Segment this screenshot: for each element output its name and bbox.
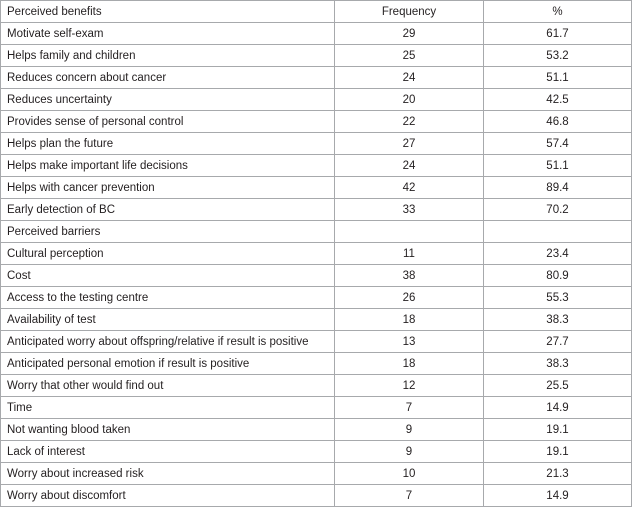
row-percent: 27.7 — [484, 331, 632, 353]
row-label: Helps plan the future — [1, 133, 335, 155]
row-frequency: 42 — [335, 177, 484, 199]
table-row — [1, 463, 632, 485]
row-frequency: 12 — [335, 375, 484, 397]
row-frequency: 13 — [335, 331, 484, 353]
row-label: Helps family and children — [1, 45, 335, 67]
table-row — [1, 111, 632, 133]
row-percent: 14.9 — [484, 397, 632, 419]
header-percent: % — [484, 1, 632, 23]
row-percent: 21.3 — [484, 463, 632, 485]
row-percent: 25.5 — [484, 375, 632, 397]
row-frequency: 18 — [335, 353, 484, 375]
row-percent: 89.4 — [484, 177, 632, 199]
row-label: Cost — [1, 265, 335, 287]
row-frequency: 9 — [335, 419, 484, 441]
row-label: Worry about discomfort — [1, 485, 335, 507]
row-frequency: 20 — [335, 89, 484, 111]
row-frequency: 9 — [335, 441, 484, 463]
row-percent: 51.1 — [484, 67, 632, 89]
row-percent: 61.7 — [484, 23, 632, 45]
row-frequency: 11 — [335, 243, 484, 265]
row-label: Worry about increased risk — [1, 463, 335, 485]
row-percent: 46.8 — [484, 111, 632, 133]
header-section: Perceived benefits — [1, 1, 335, 23]
row-frequency: 33 — [335, 199, 484, 221]
table-body — [1, 1, 632, 507]
row-label: Cultural perception — [1, 243, 335, 265]
row-frequency: 24 — [335, 67, 484, 89]
table-row — [1, 309, 632, 331]
table-row — [1, 199, 632, 221]
table-row — [1, 177, 632, 199]
table-row — [1, 485, 632, 507]
row-label: Provides sense of personal control — [1, 111, 335, 133]
row-frequency: 38 — [335, 265, 484, 287]
row-percent: 42.5 — [484, 89, 632, 111]
empty-cell — [335, 221, 484, 243]
table-row — [1, 397, 632, 419]
table-row — [1, 265, 632, 287]
table-row — [1, 45, 632, 67]
row-label: Anticipated personal emotion if result is positive — [1, 353, 335, 375]
barriers-heading-row — [1, 221, 632, 243]
row-label: Reduces concern about cancer — [1, 67, 335, 89]
empty-cell — [484, 221, 632, 243]
row-percent: 57.4 — [484, 133, 632, 155]
row-label: Early detection of BC — [1, 199, 335, 221]
row-percent: 14.9 — [484, 485, 632, 507]
row-frequency: 18 — [335, 309, 484, 331]
table-row — [1, 89, 632, 111]
header-frequency: Frequency — [335, 1, 484, 23]
barriers-heading: Perceived barriers — [1, 221, 335, 243]
row-label: Time — [1, 397, 335, 419]
table-row — [1, 23, 632, 45]
row-label: Helps with cancer prevention — [1, 177, 335, 199]
row-frequency: 25 — [335, 45, 484, 67]
row-label: Motivate self-exam — [1, 23, 335, 45]
header-row — [1, 1, 632, 23]
table-row — [1, 375, 632, 397]
row-label: Availability of test — [1, 309, 335, 331]
table-row — [1, 441, 632, 463]
row-percent: 19.1 — [484, 419, 632, 441]
row-percent: 23.4 — [484, 243, 632, 265]
row-frequency: 27 — [335, 133, 484, 155]
table-row — [1, 133, 632, 155]
row-label: Access to the testing centre — [1, 287, 335, 309]
table-row — [1, 331, 632, 353]
row-percent: 38.3 — [484, 309, 632, 331]
row-label: Helps make important life decisions — [1, 155, 335, 177]
row-frequency: 7 — [335, 397, 484, 419]
row-percent: 38.3 — [484, 353, 632, 375]
row-percent: 70.2 — [484, 199, 632, 221]
row-frequency: 24 — [335, 155, 484, 177]
table-row — [1, 287, 632, 309]
row-frequency: 10 — [335, 463, 484, 485]
row-percent: 51.1 — [484, 155, 632, 177]
row-frequency: 26 — [335, 287, 484, 309]
table-row — [1, 155, 632, 177]
row-percent: 53.2 — [484, 45, 632, 67]
row-label: Lack of interest — [1, 441, 335, 463]
row-label: Anticipated worry about offspring/relative if result is positive — [1, 331, 335, 353]
row-percent: 80.9 — [484, 265, 632, 287]
row-label: Reduces uncertainty — [1, 89, 335, 111]
table-row — [1, 419, 632, 441]
table-row — [1, 67, 632, 89]
table-row — [1, 353, 632, 375]
row-label: Worry that other would find out — [1, 375, 335, 397]
row-label: Not wanting blood taken — [1, 419, 335, 441]
row-frequency: 7 — [335, 485, 484, 507]
row-frequency: 29 — [335, 23, 484, 45]
row-percent: 55.3 — [484, 287, 632, 309]
table-row — [1, 243, 632, 265]
row-percent: 19.1 — [484, 441, 632, 463]
row-frequency: 22 — [335, 111, 484, 133]
